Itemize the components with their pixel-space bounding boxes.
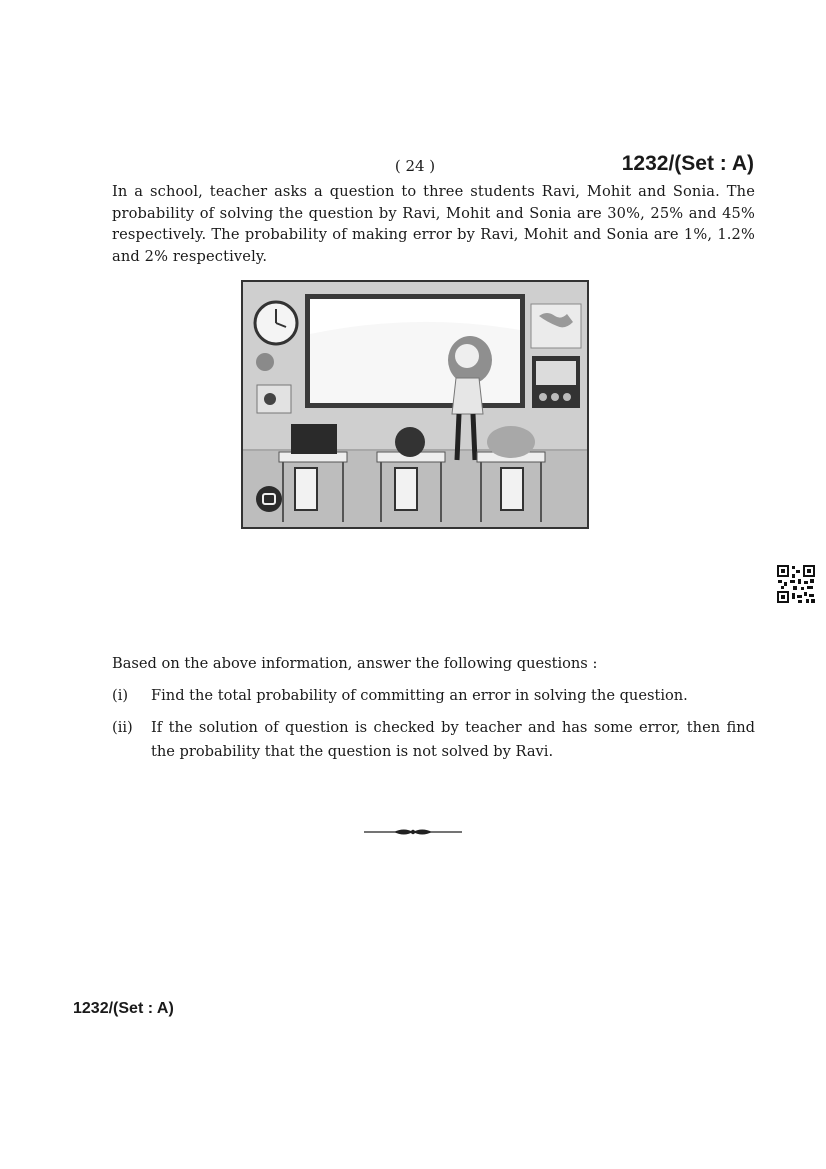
classroom-picture xyxy=(243,282,587,527)
question-text: If the solution of question is checked by teacher and has some error, then find the probability that the question is not solved by Ravi. xyxy=(151,719,755,760)
camera-switch-icon xyxy=(256,486,282,512)
question-item xyxy=(112,716,755,764)
case-study-intro: In a school, teacher asks a question to three students Ravi, Mohit and Sonia. The probability of solving the question by Ravi, Mohit and Sonia are 30%, 25% and 45% respectively. The probability of making error by Ravi, Mohit and Sonia are 1%, 1.2% and 2% respectively. xyxy=(112,183,755,265)
qr-code-icon xyxy=(776,564,816,604)
questions-lead: Based on the above information, answer the following questions : xyxy=(112,655,598,672)
set-code-footer: 1232/(Set : A) xyxy=(73,1000,174,1017)
question-item xyxy=(112,684,755,708)
question-number: (i) xyxy=(112,687,129,704)
question-number: (ii) xyxy=(112,719,133,736)
set-code-header: 1232/(Set : A) xyxy=(621,152,754,175)
wall-clock-icon xyxy=(255,302,297,344)
question-text: Find the total probability of committing an error in solving the question. xyxy=(151,687,688,704)
section-end-ornament xyxy=(364,825,462,839)
page-number: ( 24 ) xyxy=(394,157,436,175)
classroom-illustration xyxy=(241,280,589,529)
